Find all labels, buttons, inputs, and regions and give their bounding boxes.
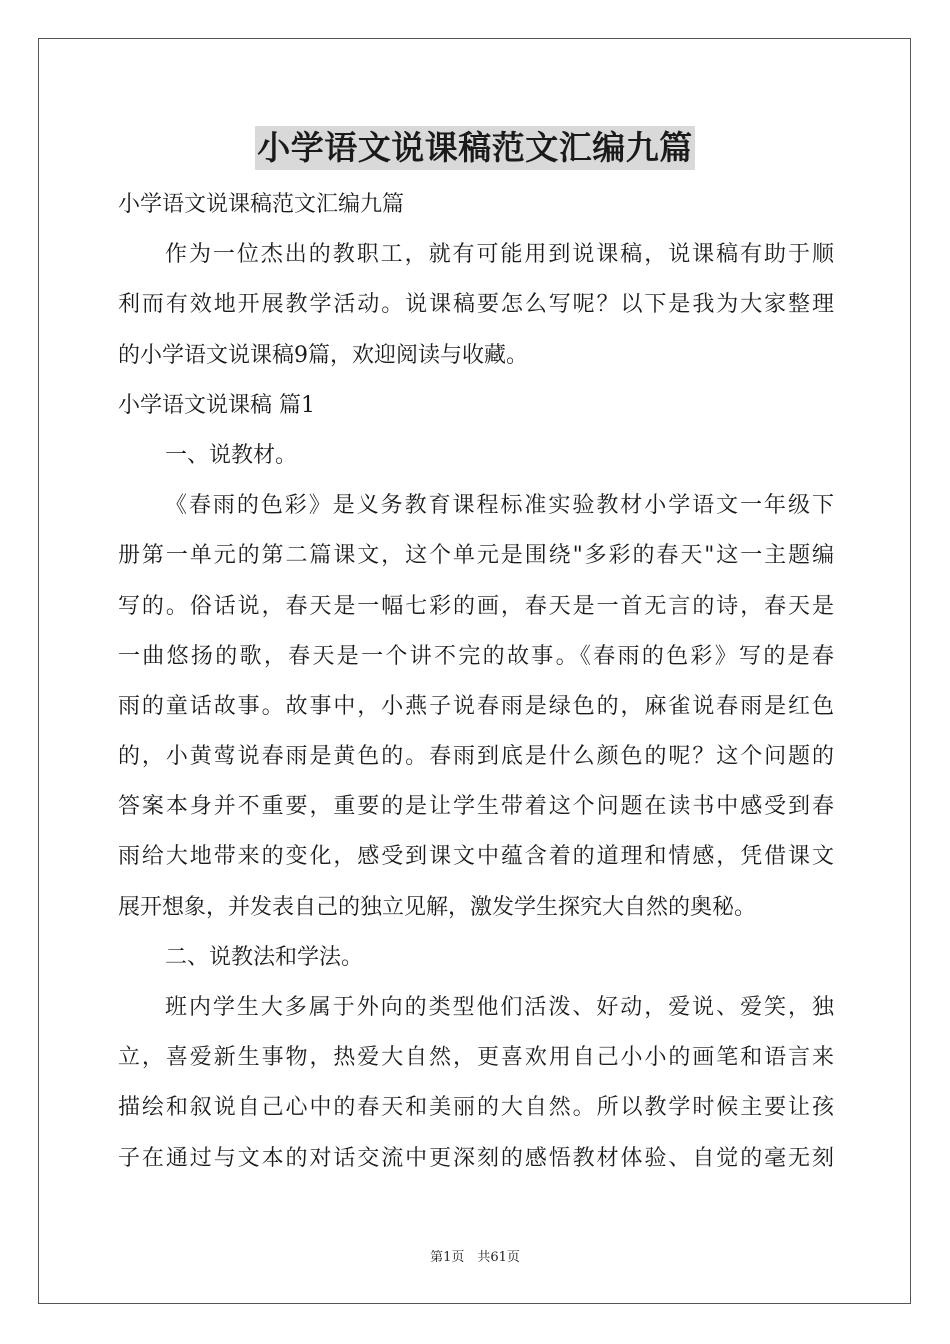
document-title: 小学语文说课稿范文汇编九篇 <box>255 126 695 170</box>
text-line: 写的。俗话说，春天是一幅七彩的画，春天是一首无言的诗，春天是 <box>118 593 834 619</box>
text-line: 雨的童话故事。故事中，小燕子说春雨是绿色的，麻雀说春雨是红色 <box>118 693 834 719</box>
document-body <box>118 180 834 1184</box>
text-line: 雨给大地带来的变化，感受到课文中蕴含着的道理和情感，凭借课文 <box>118 844 834 870</box>
text-line: 的，小黄莺说春雨是黄色的。春雨到底是什么颜色的呢？这个问题的 <box>118 744 834 770</box>
title-area <box>0 126 950 170</box>
text-line: 利而有效地开展教学活动。说课稿要怎么写呢？以下是我为大家整理 <box>118 292 834 318</box>
text-line: 描绘和叙说自己心中的春天和美丽的大自然。所以教学时候主要让孩 <box>118 1095 834 1121</box>
text-line: 的小学语文说课稿9篇，欢迎阅读与收藏。 <box>118 342 528 368</box>
text-line: 二、说教法和学法。 <box>165 944 364 970</box>
page-number-footer: 第1页 共61页 <box>430 1250 520 1265</box>
text-line: 展开想象，并发表自己的独立见解，激发学生探究大自然的奥秘。 <box>118 894 757 920</box>
text-line: 一、说教材。 <box>165 442 298 468</box>
text-line: 作为一位杰出的教职工，就有可能用到说课稿，说课稿有助于顺 <box>165 242 834 268</box>
text-line: 答案本身并不重要，重要的是让学生带着这个问题在读书中感受到春 <box>118 794 834 820</box>
text-line: 子在通过与文本的对话交流中更深刻的感悟教材体验、自觉的毫无刻 <box>118 1145 834 1171</box>
text-line: 册第一单元的第二篇课文，这个单元是围绕"多彩的春天"这一主题编 <box>118 543 834 569</box>
text-line: 班内学生大多属于外向的类型他们活泼、好动，爱说、爱笑，独 <box>165 995 834 1020</box>
text-line: 小学语文说课稿 篇1 <box>118 392 315 418</box>
text-line: 立，喜爱新生事物，热爱大自然，更喜欢用自己小小的画笔和语言来 <box>118 1045 834 1071</box>
text-line: 一曲悠扬的歌，春天是一个讲不完的故事。《春雨的色彩》写的是春 <box>118 643 834 669</box>
text-line: 小学语文说课稿范文汇编九篇 <box>118 192 405 217</box>
text-line: 《春雨的色彩》是义务教育课程标准实验教材小学语文一年级下 <box>165 493 834 519</box>
